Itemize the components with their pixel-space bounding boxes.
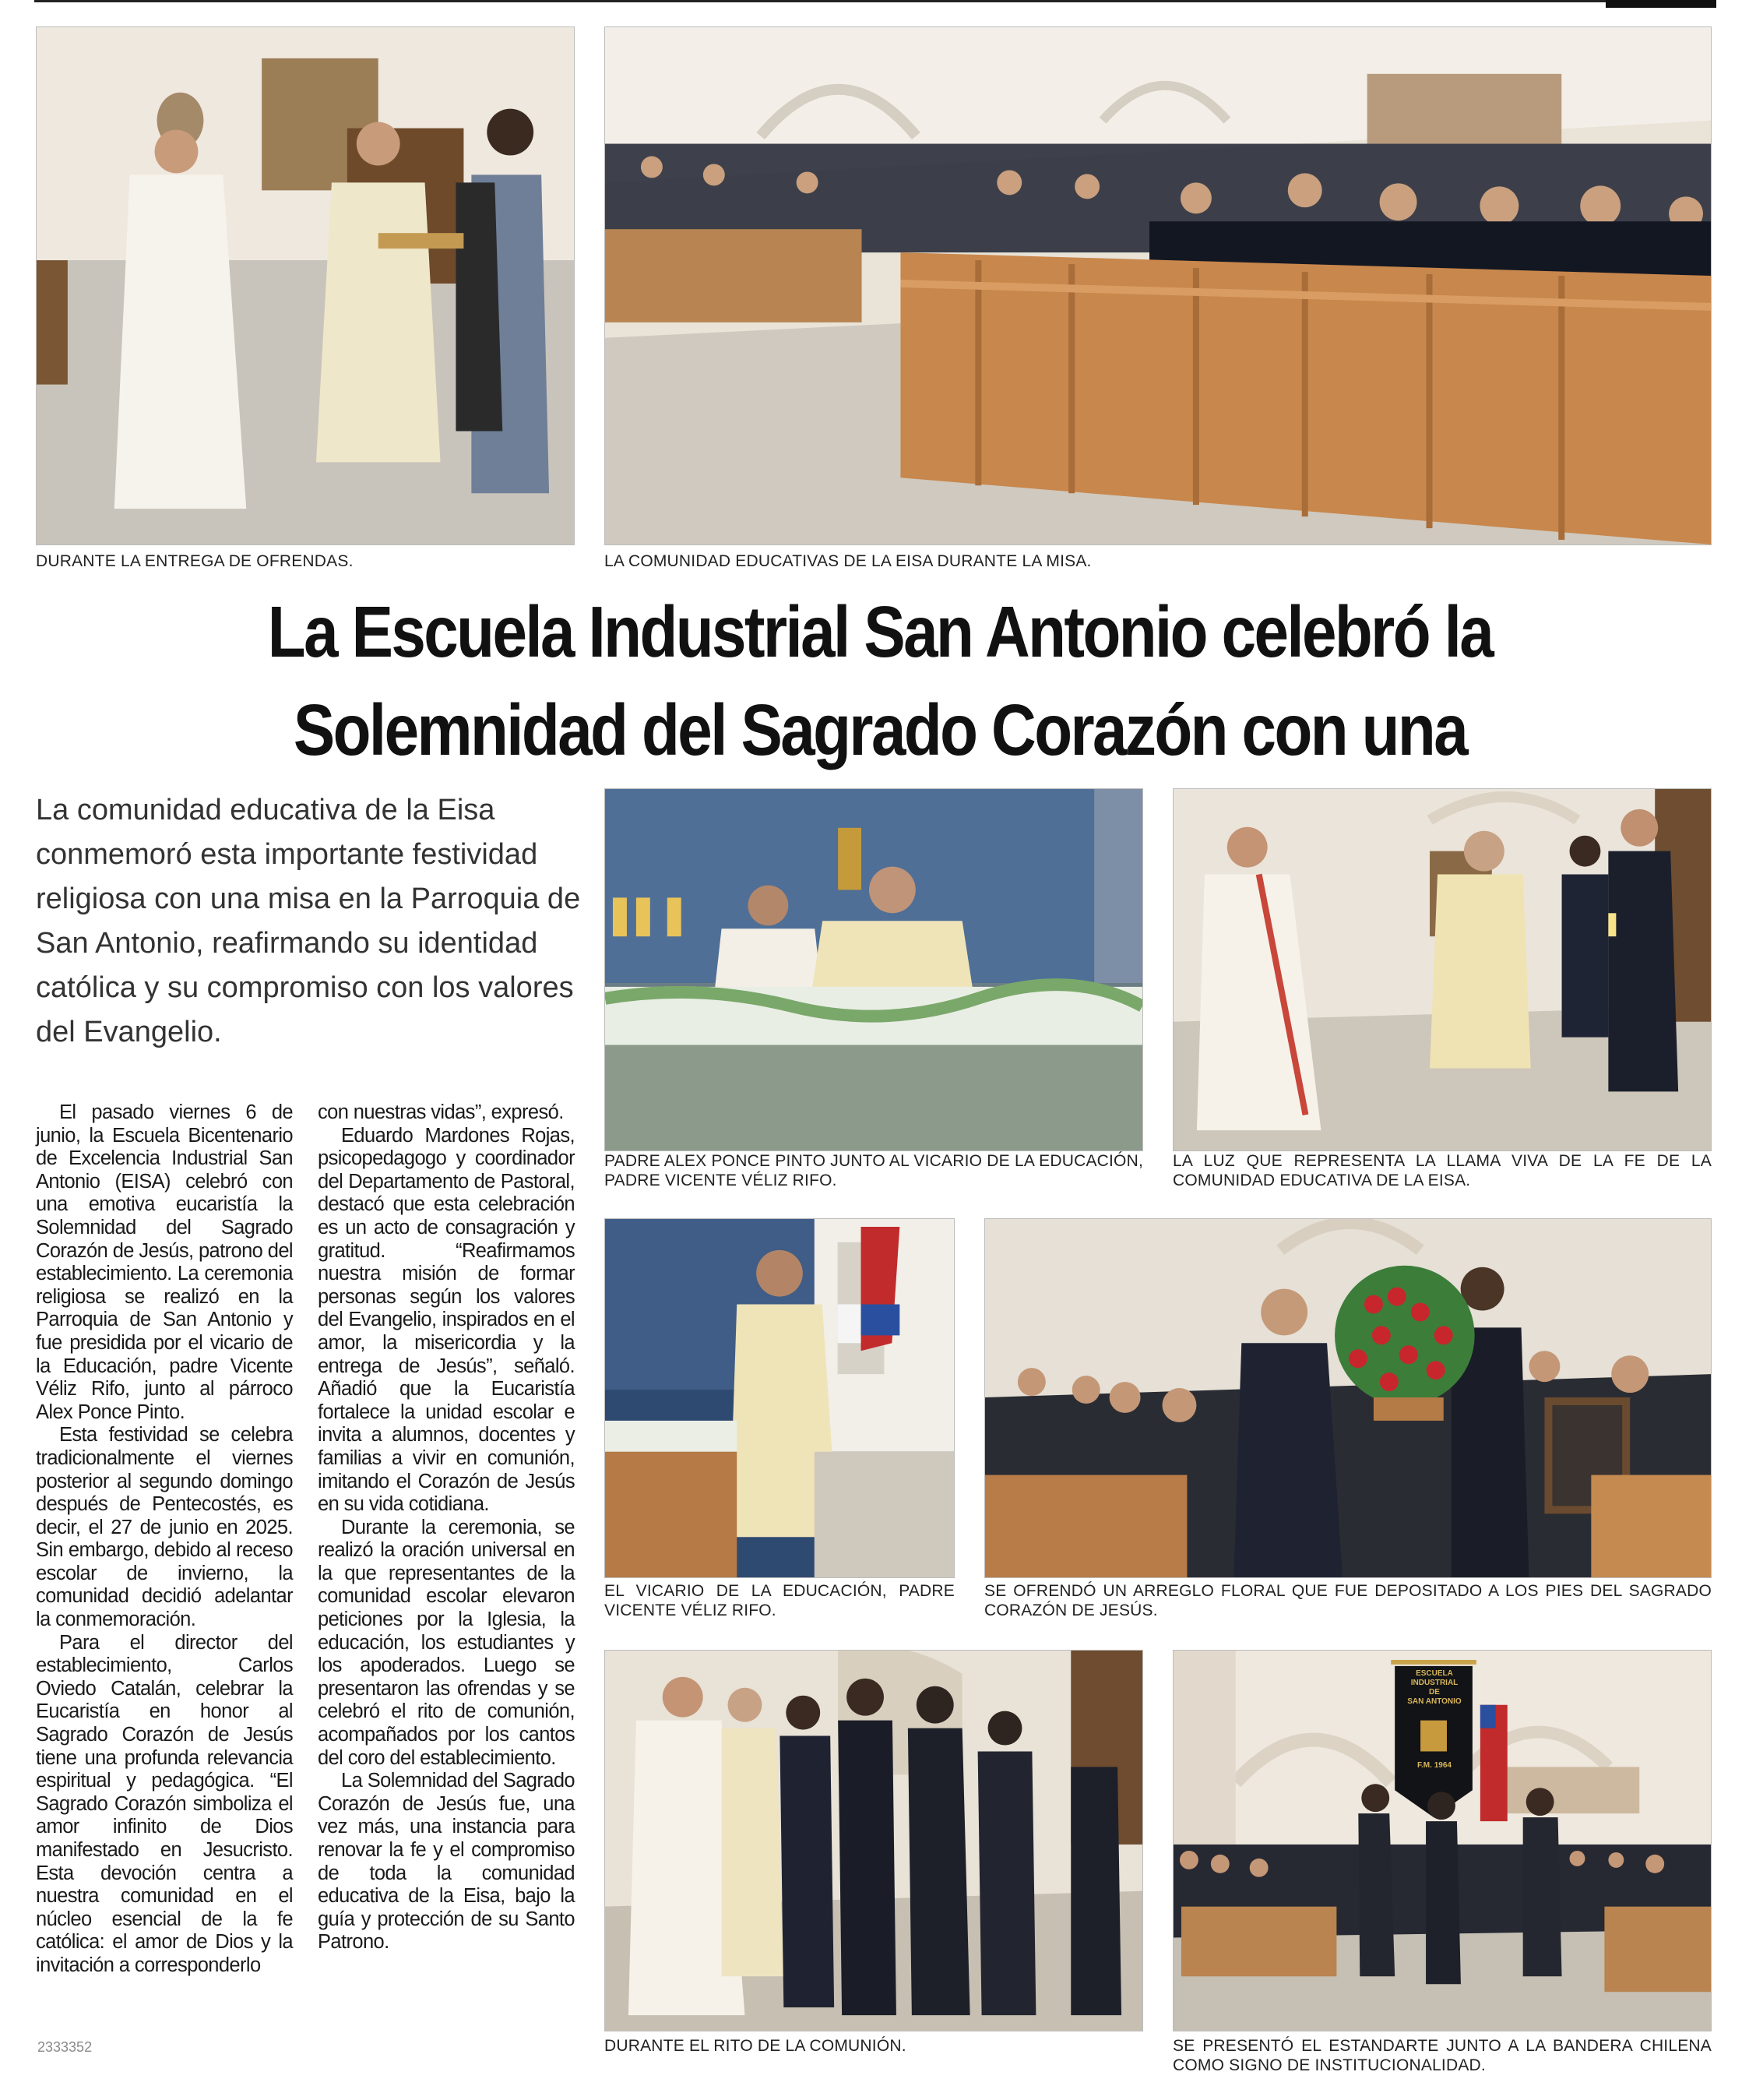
photo-communion [604, 1650, 1143, 2031]
photo-light [1173, 788, 1712, 1151]
caption-offerings: DURANTE LA ENTREGA DE OFRENDAS. [36, 552, 354, 570]
banner-line-3: SAN ANTONIO [1407, 1697, 1462, 1706]
caption-community: LA COMUNIDAD EDUCATIVAS DE LA EISA DURANTE LA MISA. [604, 552, 1092, 570]
body-paragraph: Durante la ceremonia, se realizó la oración universal en la que representantes de la comunidad escolar elevaron peticiones por la Iglesia, la educación, los estudiantes y los apoderados. Luego se presentaron las ofrendas y se celebró el rito de comunión, acompañados por los cantos del coro del establecimiento. [318, 1516, 575, 1769]
body-column-2 [318, 1101, 575, 1954]
photo-community [604, 26, 1712, 545]
caption-altar-priests: PADRE ALEX PONCE PINTO JUNTO AL VICARIO DE LA EDUCACIÓN, PADRE VICENTE VÉLIZ RIFO. [604, 1152, 1143, 1189]
page-marker: 2333352 [37, 2039, 93, 2055]
headline-line-1: La Escuela Industrial San Antonio celebró la [267, 591, 1493, 672]
headline-line-2: Solemnidad del Sagrado Corazón con una [293, 689, 1467, 770]
photo-altar-priests [604, 788, 1143, 1151]
photo-flowers [984, 1218, 1712, 1578]
caption-communion: DURANTE EL RITO DE LA COMUNIÓN. [604, 2037, 906, 2055]
photo-vicar [604, 1218, 955, 1578]
caption-banner: SE PRESENTÓ EL ESTANDARTE JUNTO A LA BANDERA CHILENA COMO SIGNO DE INSTITUCIONALIDAD. [1173, 2037, 1712, 2074]
body-paragraph: Eduardo Mardones Rojas, psicopedagogo y coordinador del Departamento de Pastoral, destacó que esta celebración es un acto de consagración y gratitud. “Reafirmamos nuestra misión de formar personas según los valores del Evangelio, inspirados en el amor, la misericordia y la entrega de Jesús”, señaló. Añadió que la Eucaristía fortalece la unidad escolar e invita a alumnos, docentes y familias a vivir en comunión, imitando el Corazón de Jesús en su vida cotidiana. [318, 1124, 575, 1516]
photo-offerings [36, 26, 575, 545]
caption-vicar: EL VICARIO DE LA EDUCACIÓN, PADRE VICENTE VÉLIZ RIFO. [604, 1582, 955, 1619]
body-paragraph: La Solemnidad del Sagrado Corazón de Jesús fue, una vez más, una instancia para renovar la fe y el compromiso de toda la comunidad educativa de la Eisa, bajo la guía y protección de su Santo Patrono. [318, 1770, 575, 1954]
caption-flowers: SE OFRENDÓ UN ARREGLO FLORAL QUE FUE DEPOSITADO A LOS PIES DEL SAGRADO CORAZÓN DE JESÚS. [984, 1582, 1712, 1619]
body-paragraph: Para el director del establecimiento, Carlos Oviedo Catalán, celebrar la Eucaristía en honor al Sagrado Corazón de Jesús tiene una profunda relevancia espiritual y pedagógica. “El Sagrado Corazón simboliza el amor infinito de Dios manifestado en Jesucristo. Esta devoción centra a nuestra comunidad en el núcleo esencial de la fe católica: el amor de Dios y la invitación a corresponderlo [36, 1631, 293, 1976]
top-tab [1606, 0, 1716, 8]
top-rule [34, 0, 1716, 2]
photo-banner [1173, 1650, 1712, 2031]
lead-paragraph: La comunidad educativa de la Eisa conmemoró esta importante festividad religiosa con una misa en la Parroquia de San Antonio, reafirmando su identidad católica y su compromiso con los valores del Evangelio. [36, 794, 581, 1048]
body-paragraph: El pasado viernes 6 de junio, la Escuela Bicentenario de Excelencia Industrial San Antonio (EISA) celebró con una emotiva eucaristía la Solemnidad del Sagrado Corazón de Jesús, patrono del establecimiento. La ceremonia religiosa se realizó en la Parroquia de San Antonio y fue presidida por el vicario de la Educación, padre Vicente Véliz Rifo, junto al párroco Alex Ponce Pinto. [36, 1101, 293, 1423]
body-column-1 [36, 1101, 293, 1978]
banner-line-4: F.M. 1964 [1417, 1761, 1452, 1770]
body-paragraph: Esta festividad se celebra tradicionalmente el viernes posterior al segundo domingo después de Pentecostés, es decir, el 27 de junio en 2025. Sin embargo, debido al receso escolar de invierno, la comunidad decidió adelantar la conmemoración. [36, 1424, 293, 1631]
banner-line-1: ESCUELA INDUSTRIAL [1410, 1669, 1459, 1687]
caption-light: LA LUZ QUE REPRESENTA LA LLAMA VIVA DE LA FE DE LA COMUNIDAD EDUCATIVA DE LA EISA. [1173, 1152, 1712, 1189]
body-continuation: con nuestras vidas”, expresó. [318, 1101, 564, 1123]
banner-line-2: DE [1429, 1688, 1440, 1697]
banner-text [1393, 1669, 1476, 1771]
